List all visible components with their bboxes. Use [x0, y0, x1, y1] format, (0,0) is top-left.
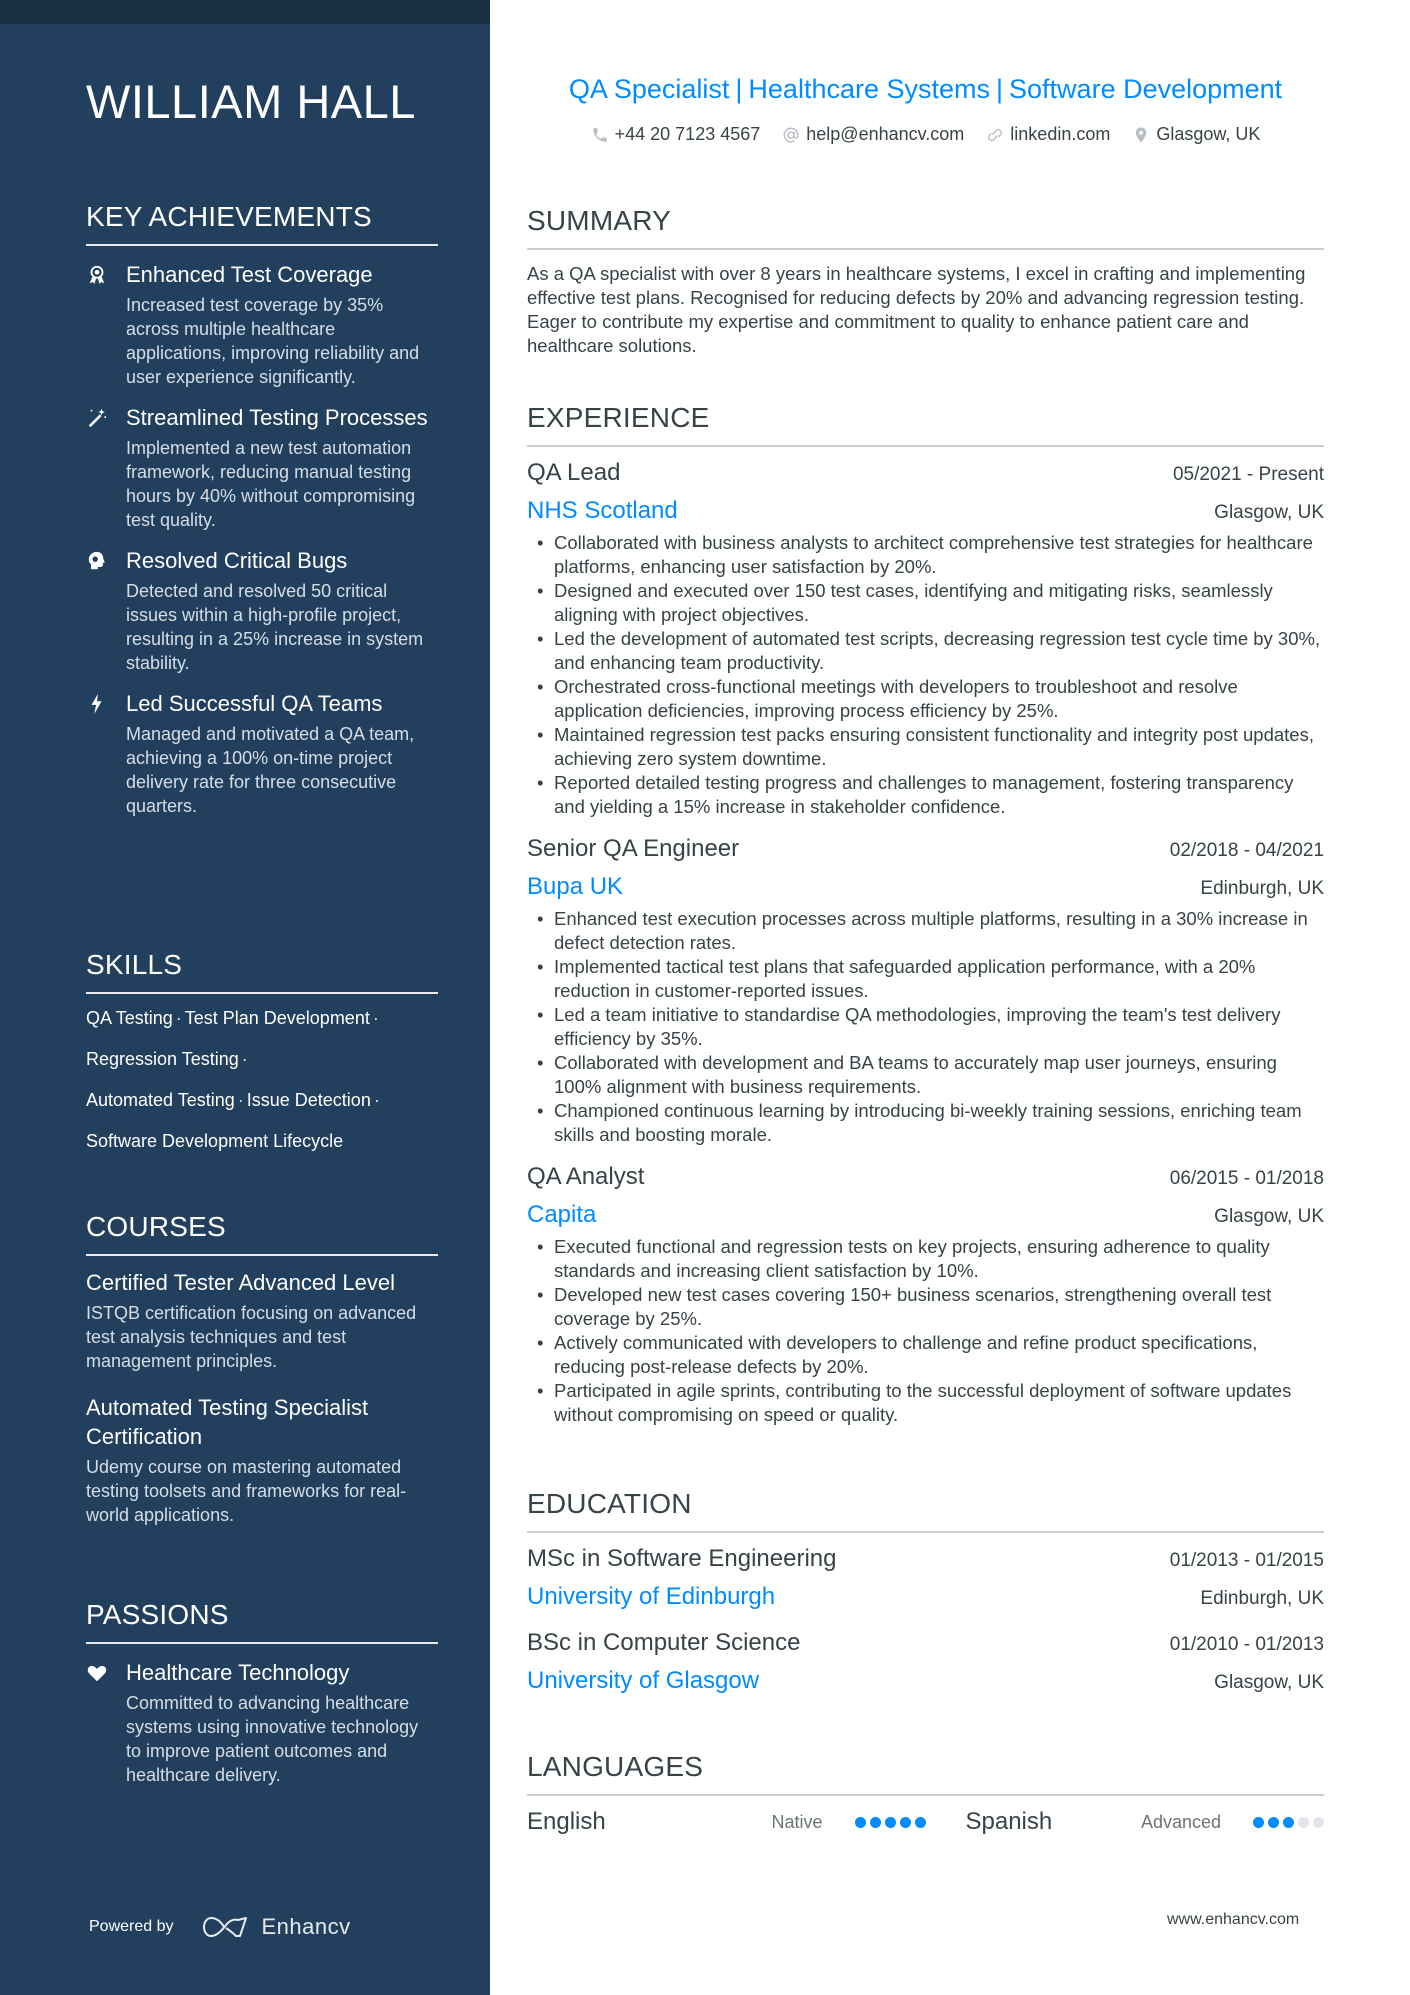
bullet: • Actively communicated with developers to challenge and refine product specifications, reducing post-release defects by 20%. — [527, 1331, 1324, 1379]
section-title: SKILLS — [86, 949, 183, 980]
language-level: Advanced — [1140, 1811, 1221, 1832]
at-sign-icon — [782, 126, 800, 144]
job-entry — [527, 457, 1324, 819]
job-dates: 02/2018 - 04/2021 — [1169, 840, 1324, 861]
achievement-desc: Increased test coverage by 35% across multiple healthcare applications, improving reliability and user experience significantly. — [126, 295, 420, 387]
job-role: QA Analyst — [527, 1163, 645, 1190]
section-title: PASSIONS — [86, 1599, 229, 1630]
degree: MSc in Software Engineering — [527, 1545, 837, 1572]
skill-tag: QA Testing — [86, 1008, 173, 1028]
job-role: QA Lead — [527, 459, 621, 486]
sidebar — [0, 0, 490, 1995]
lightning-bolt-icon — [86, 693, 108, 715]
section-divider — [86, 1642, 438, 1644]
skills-row: Regression Testing · — [86, 1049, 248, 1069]
section-divider — [86, 1254, 438, 1256]
section-title: EXPERIENCE — [527, 402, 710, 433]
course-title: Certified Tester Advanced Level — [86, 1270, 395, 1295]
section-divider — [86, 244, 438, 246]
job-dates: 05/2021 - Present — [1172, 464, 1324, 485]
passion-title: Healthcare Technology — [126, 1660, 350, 1685]
section-divider — [86, 992, 438, 994]
section-divider — [527, 1794, 1324, 1796]
bullet: • Collaborated with business analysts to architect comprehensive test strategies for healthcare platforms, enhancing user satisfaction by 20%. — [527, 531, 1324, 579]
section-title: EDUCATION — [527, 1488, 692, 1519]
contact-phone[interactable]: +44 20 7123 4567 — [591, 124, 761, 145]
job-bullets — [527, 907, 1324, 1147]
brand-name: Enhancv — [261, 1914, 351, 1939]
skill-tag: Issue Detection — [246, 1090, 371, 1110]
achievement-item — [86, 689, 438, 818]
languages-section — [527, 1750, 1324, 1836]
achievement-title: Resolved Critical Bugs — [126, 548, 348, 573]
section-divider — [527, 445, 1324, 447]
achievement-item — [86, 546, 438, 675]
bullet: • Participated in agile sprints, contributing to the successful deployment of software updates without compromising on speed or quality. — [527, 1379, 1324, 1427]
bullet: • Reported detailed testing progress and challenges to management, fostering transparency and yielding a 15% increase in stakeholder confidence. — [527, 771, 1324, 819]
skill-tag: Regression Testing — [86, 1049, 239, 1069]
skill-tag: Test Plan Development — [184, 1008, 370, 1028]
experience-section — [527, 401, 1324, 1427]
section-divider — [527, 248, 1324, 250]
job-company: Capita — [527, 1201, 597, 1228]
job-bullets — [527, 531, 1324, 819]
job-role: Senior QA Engineer — [527, 835, 740, 862]
headline-part: Healthcare Systems — [748, 74, 991, 104]
award-ribbon-icon — [86, 264, 108, 286]
bullet: • Led the development of automated test scripts, decreasing regression test cycle time by 30%, and enhancing team productivity. — [527, 627, 1324, 675]
achievement-item — [86, 403, 438, 532]
contact-email[interactable]: help@enhancv.com — [782, 124, 964, 145]
magic-wand-icon — [86, 407, 108, 429]
job-location: Glasgow, UK — [1214, 1206, 1324, 1227]
job-entry — [527, 1161, 1324, 1427]
achievement-title: Led Successful QA Teams — [126, 691, 383, 716]
enhancv-logo[interactable] — [202, 1914, 351, 1940]
skills-list — [86, 1006, 438, 1153]
achievement-desc: Managed and motivated a QA team, achieving a 100% on-time project delivery rate for three consecutive quarters. — [126, 724, 415, 816]
bullet: • Designed and executed over 150 test cases, identifying and mitigating risks, seamlessly aligning with project objectives. — [527, 579, 1324, 627]
sidebar-top-strip — [0, 0, 490, 24]
proficiency-dots — [855, 1817, 926, 1828]
degree: BSc in Computer Science — [527, 1629, 801, 1656]
job-entry — [527, 833, 1324, 1147]
summary-text: As a QA specialist with over 8 years in healthcare systems, I excel in crafting and implementing effective test plans. Recognised for reducing defects by 20% and advancing regression testing. Eager to contribute my expertise and commitment to quality to enhance patient care and healthcare solutions. — [527, 263, 1306, 356]
key-achievements-section — [86, 200, 438, 818]
bullet: • Championed continuous learning by introducing bi-weekly training sessions, enriching team skills and boosting morale. — [527, 1099, 1324, 1147]
job-location: Glasgow, UK — [1214, 502, 1324, 523]
section-divider — [527, 1531, 1324, 1533]
heart-icon — [86, 1662, 108, 1684]
passions-section — [86, 1598, 438, 1787]
language-name: Spanish — [965, 1808, 1053, 1835]
course-desc: ISTQB certification focusing on advanced test analysis techniques and test management principles. — [86, 1303, 417, 1371]
bullet: • Developed new test cases covering 150+ business scenarios, strengthening overall test coverage by 25%. — [527, 1283, 1324, 1331]
headline-part: QA Specialist — [568, 74, 730, 104]
courses-section — [86, 1210, 438, 1527]
job-location: Edinburgh, UK — [1200, 878, 1324, 899]
education-location: Glasgow, UK — [1214, 1672, 1324, 1693]
education-dates: 01/2010 - 01/2013 — [1169, 1634, 1324, 1655]
contact-bar — [527, 124, 1324, 145]
bullet: • Orchestrated cross-functional meetings with developers to troubleshoot and resolve application deficiencies, improving process efficiency by 25%. — [527, 675, 1324, 723]
bullet: • Collaborated with development and BA teams to accurately map user journeys, ensuring 100% alignment with business requirements. — [527, 1051, 1324, 1099]
achievement-title: Streamlined Testing Processes — [126, 405, 428, 430]
skill-tag: Software Development Lifecycle — [86, 1131, 344, 1151]
education-location: Edinburgh, UK — [1200, 1588, 1324, 1609]
bullet: • Maintained regression test packs ensuring consistent functionality and integrity post updates, achieving zero system downtime. — [527, 723, 1324, 771]
link-icon — [986, 126, 1004, 144]
candidate-name: WILLIAM HALL — [86, 75, 416, 128]
powered-by — [89, 1914, 351, 1940]
achievement-desc: Detected and resolved 50 critical issues within a high-profile project, resulting in a 25% increase in system stability. — [126, 581, 424, 673]
course-desc: Udemy course on mastering automated testing toolsets and frameworks for real-world applications. — [86, 1457, 407, 1525]
headline-part: Software Development — [1009, 74, 1283, 104]
language-item — [527, 1808, 926, 1836]
bullet: • Led a team initiative to standardise QA methodologies, improving the team's test delivery efficiency by 35%. — [527, 1003, 1324, 1051]
bullet: • Implemented tactical test plans that safeguarded application performance, with a 20% reduction in customer-reported issues. — [527, 955, 1324, 1003]
course-item — [86, 1393, 438, 1527]
language-level: Native — [771, 1811, 823, 1832]
languages-list — [527, 1808, 1324, 1836]
skills-row — [86, 1129, 438, 1153]
phone-icon — [591, 126, 609, 144]
achievement-title: Enhanced Test Coverage — [126, 262, 373, 287]
course-title: Automated Testing Specialist Certification — [86, 1395, 369, 1449]
education-entry — [527, 1543, 1324, 1613]
head-brain-icon — [86, 550, 108, 572]
skills-row: Automated Testing · Issue Detection · — [86, 1090, 380, 1110]
section-title: COURSES — [86, 1211, 226, 1242]
job-bullets — [527, 1235, 1324, 1427]
bullet: • Enhanced test execution processes across multiple platforms, resulting in a 30% increase in defect detection rates. — [527, 907, 1324, 955]
job-dates: 06/2015 - 01/2018 — [1169, 1168, 1324, 1189]
job-company: Bupa UK — [527, 873, 624, 900]
enhancv-logo-icon — [202, 1914, 250, 1940]
job-company: NHS Scotland — [527, 497, 678, 524]
footer-url[interactable]: www.enhancv.com — [1167, 1911, 1300, 1928]
bullet: • Executed functional and regression tests on key projects, ensuring adherence to quality standards and increasing client satisfaction by 10%. — [527, 1235, 1324, 1283]
section-title: LANGUAGES — [527, 1751, 704, 1782]
powered-by-label: Powered by — [89, 1918, 174, 1935]
contact-location: Glasgow, UK — [1132, 124, 1260, 145]
summary-section — [527, 204, 1324, 358]
education-section — [527, 1487, 1324, 1697]
skill-tag: Automated Testing — [86, 1090, 235, 1110]
education-entry — [527, 1627, 1324, 1697]
skills-section — [86, 948, 438, 1170]
course-item — [86, 1268, 438, 1373]
headline: QA Specialist | Healthcare Systems | Software Development — [568, 74, 1283, 104]
school: University of Glasgow — [527, 1667, 760, 1694]
proficiency-dots — [1253, 1817, 1324, 1828]
passion-desc: Committed to advancing healthcare systems using innovative technology to improve patient outcomes and healthcare delivery. — [126, 1693, 419, 1785]
school: University of Edinburgh — [527, 1583, 776, 1610]
section-title: SUMMARY — [527, 205, 672, 236]
language-item — [926, 1808, 1325, 1836]
passion-item — [86, 1658, 438, 1787]
section-title: KEY ACHIEVEMENTS — [86, 201, 372, 232]
skills-row: QA Testing · Test Plan Development · — [86, 1008, 379, 1028]
achievement-item — [86, 260, 438, 389]
map-pin-icon — [1132, 126, 1150, 144]
contact-linkedin[interactable]: linkedin.com — [986, 124, 1110, 145]
language-name: English — [527, 1808, 606, 1835]
education-dates: 01/2013 - 01/2015 — [1169, 1550, 1324, 1571]
achievement-desc: Implemented a new test automation framework, reducing manual testing hours by 40% without compromising test quality. — [126, 438, 416, 530]
